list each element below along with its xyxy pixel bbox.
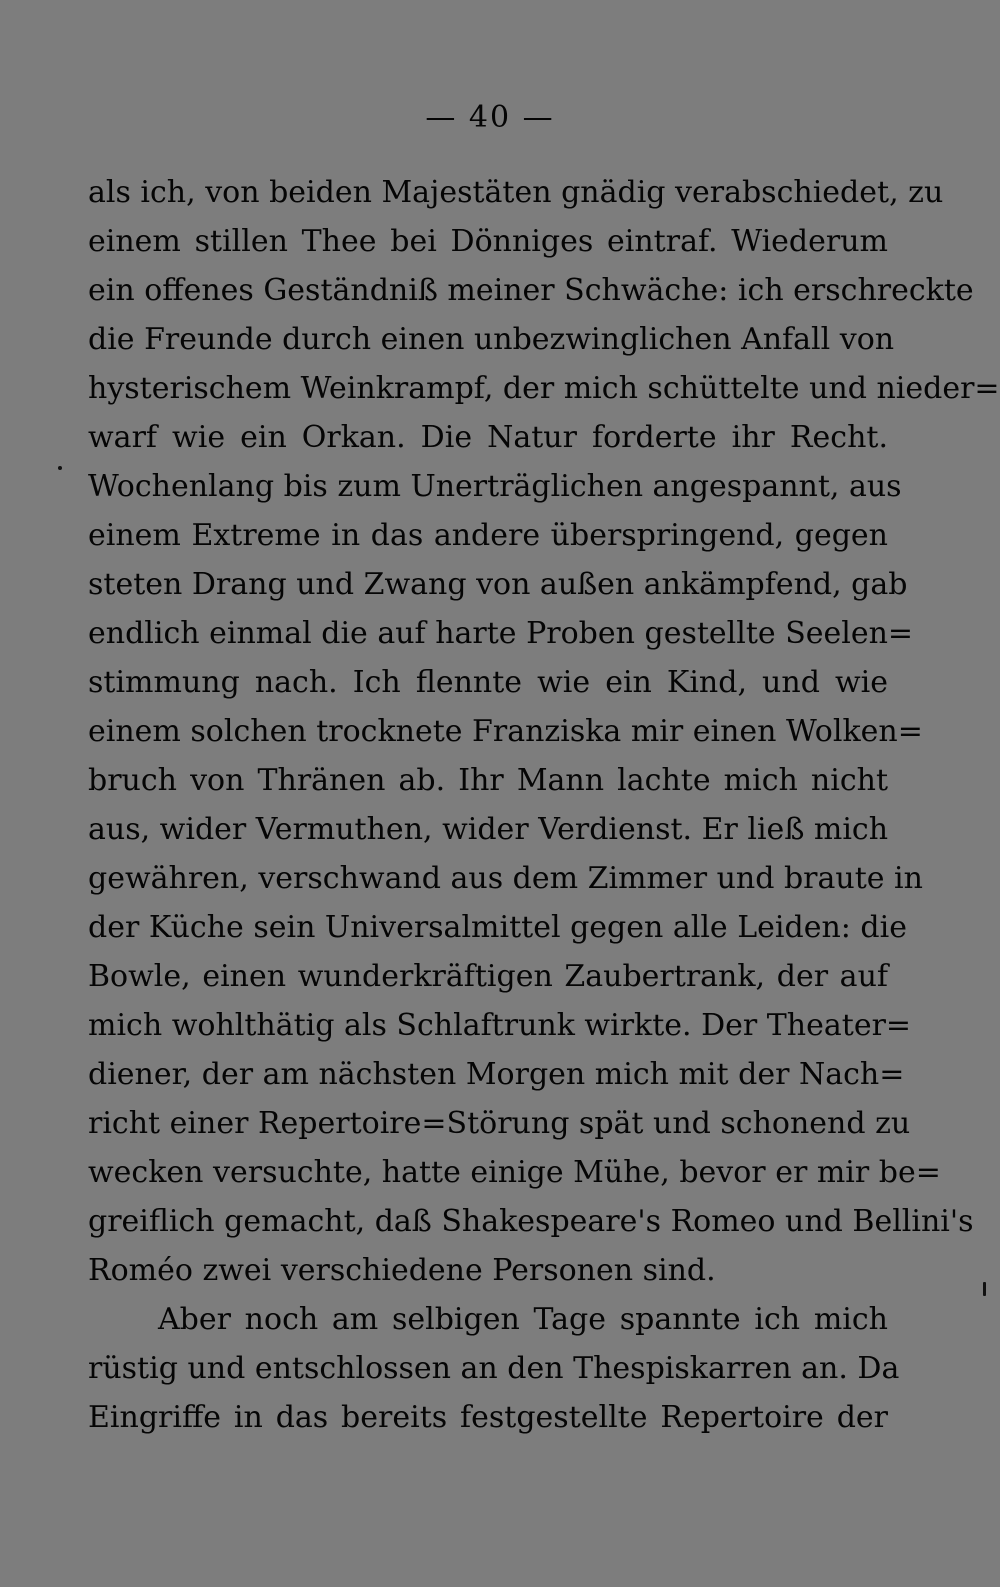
text-line: einem Extreme in das andere überspringend, gegen: [88, 518, 888, 553]
text-line: der Küche sein Universalmittel gegen alle Leiden: die: [88, 910, 907, 945]
text-line: endlich einmal die auf harte Proben gestellte Seelen=: [88, 616, 914, 651]
text-line: einem solchen trocknete Franziska mir einen Wolken=: [88, 714, 923, 749]
body-text: [88, 168, 1000, 1442]
text-line: diener, der am nächsten Morgen mich mit der Nach=: [88, 1057, 905, 1092]
page-number: — 40 —: [425, 100, 555, 135]
text-line: stimmung nach. Ich flennte wie ein Kind, und wie: [88, 665, 888, 700]
text-line: die Freunde durch einen unbezwinglichen Anfall von: [88, 322, 895, 357]
text-line: richt einer Repertoire=Störung spät und schonend zu: [88, 1106, 911, 1141]
text-line: Roméo zwei verschiedene Personen sind.: [88, 1253, 716, 1288]
text-line: greiflich gemacht, daß Shakespeare's Romeo und Bellini's: [88, 1204, 974, 1239]
text-line: warf wie ein Orkan. Die Natur forderte ihr Recht.: [88, 420, 888, 455]
text-line: steten Drang und Zwang von außen ankämpfend, gab: [88, 567, 908, 602]
print-speck: [983, 1282, 986, 1296]
text-line: wecken versuchte, hatte einige Mühe, bevor er mir be=: [88, 1155, 941, 1190]
text-line: bruch von Thränen ab. Ihr Mann lachte mich nicht: [88, 763, 888, 798]
text-line: Wochenlang bis zum Unerträglichen angespannt, aus: [88, 469, 902, 504]
text-line: rüstig und entschlossen an den Thespiskarren an. Da: [88, 1351, 900, 1386]
text-line: gewähren, verschwand aus dem Zimmer und braute in: [88, 861, 923, 896]
text-line: Eingriffe in das bereits festgestellte Repertoire der: [88, 1400, 888, 1435]
text-line: einem stillen Thee bei Dönniges eintraf. Wiederum: [88, 224, 888, 259]
text-line: Aber noch am selbigen Tage spannte ich mich: [158, 1302, 888, 1337]
text-line: aus, wider Vermuthen, wider Verdienst. Er ließ mich: [88, 812, 889, 847]
text-line: als ich, von beiden Majestäten gnädig verabschiedet, zu: [88, 175, 944, 210]
text-line: ein offenes Geständniß meiner Schwäche: ich erschreckte: [88, 273, 974, 308]
print-speck: [58, 466, 62, 470]
text-line: mich wohlthätig als Schlaftrunk wirkte. Der Theater=: [88, 1008, 912, 1043]
text-line: hysterischem Weinkrampf, der mich schüttelte und nieder=: [88, 371, 1000, 406]
text-line: Bowle, einen wunderkräftigen Zaubertrank, der auf: [88, 959, 888, 994]
